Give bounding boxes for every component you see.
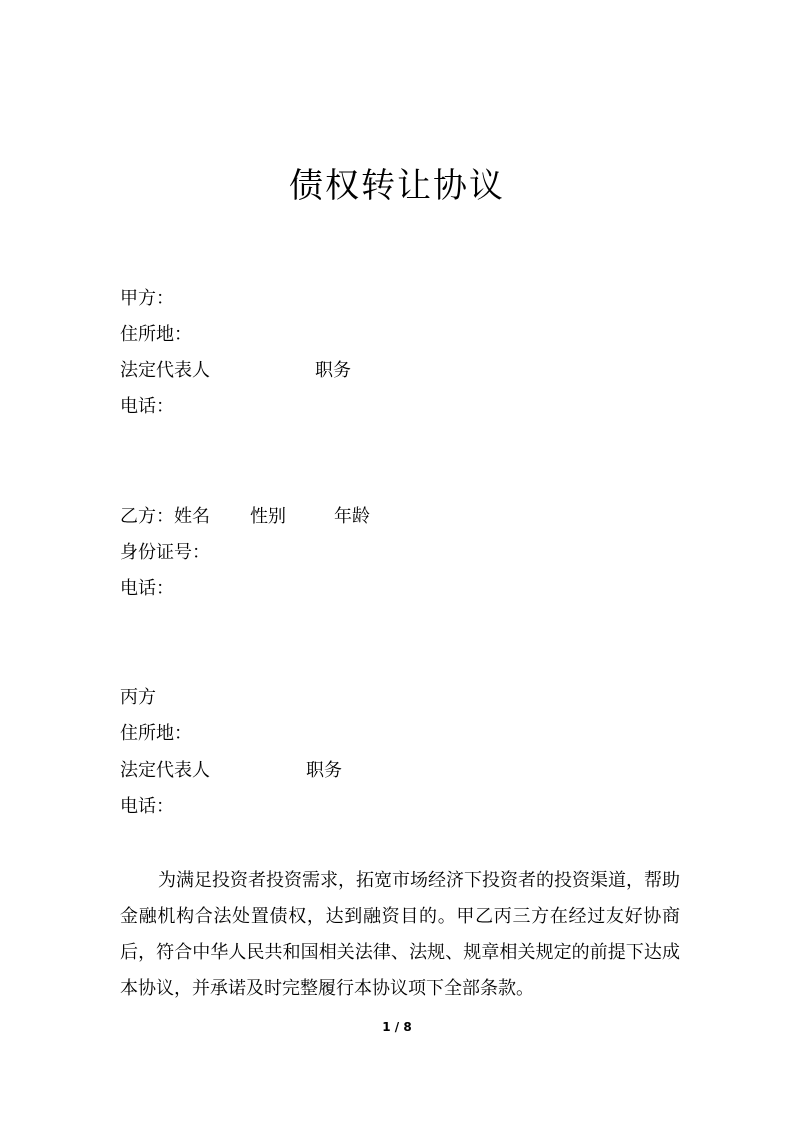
page-number: 1 / 8 [382, 1020, 412, 1034]
party-b-age-label: 年龄 [334, 506, 370, 527]
party-a-position-label: 职务 [315, 360, 351, 381]
party-c-position-label: 职务 [306, 760, 342, 781]
party-b-phone-line: 电话： [120, 578, 174, 599]
party-c-name-line: 丙方 [120, 687, 156, 708]
party-b-name-label: 乙方：姓名 [120, 506, 210, 527]
party-b-id-line: 身份证号： [120, 542, 210, 563]
party-c-phone-line: 电话： [120, 796, 174, 817]
party-a-address-line: 住所地： [120, 324, 192, 345]
party-b-name-line [120, 504, 370, 530]
document-title: 债权转让协议 [289, 166, 505, 206]
party-a-legal-rep-line [120, 358, 351, 384]
preamble-paragraph: 为满足投资者投资需求，拓宽市场经济下投资者的投资渠道，帮助金融机构合法处置债权，达到融资目的。甲乙丙三方在经过友好协商后，符合中华人民共和国相关法律、法规、规章相关规定的前提下达成本协议，并承诺及时完整履行本协议项下全部条款。 [120, 870, 680, 999]
party-c-legal-rep-line [120, 758, 342, 784]
party-a-name-line: 甲方： [120, 288, 174, 309]
party-c-address-line: 住所地： [120, 723, 192, 744]
party-c-legal-rep-label: 法定代表人 [120, 760, 210, 781]
party-b-gender-label: 性别 [250, 506, 286, 527]
party-a-phone-line: 电话： [120, 396, 174, 417]
party-a-legal-rep-label: 法定代表人 [120, 360, 210, 381]
